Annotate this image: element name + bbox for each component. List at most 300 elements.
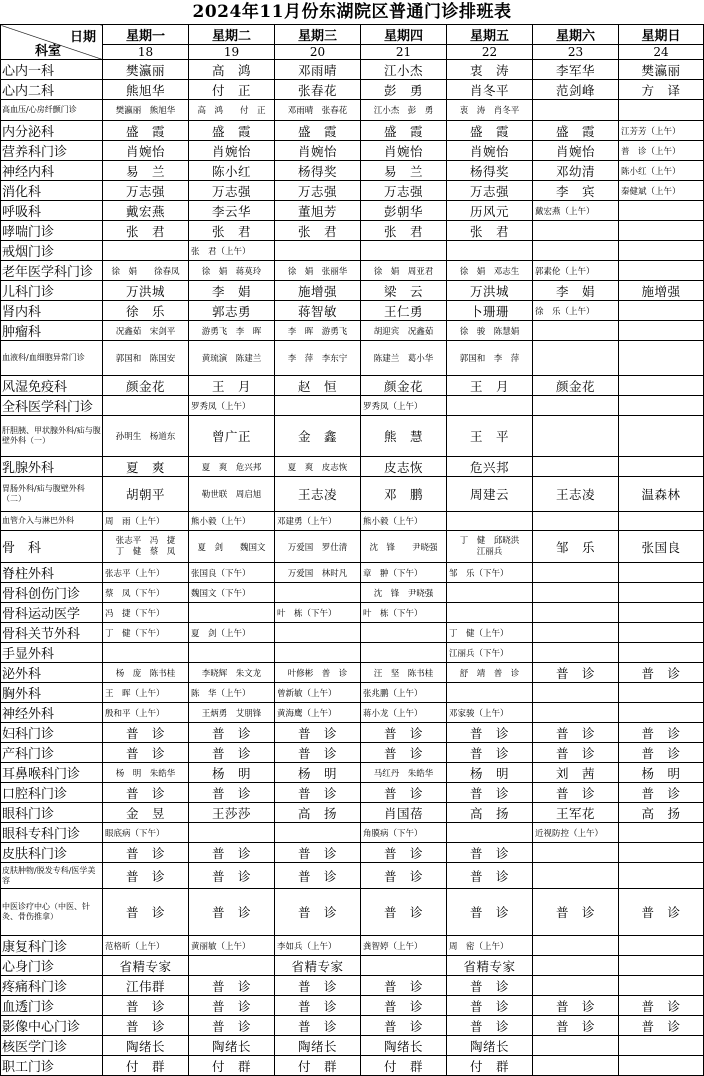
schedule-cell: 普 诊: [447, 996, 533, 1016]
table-row: [1, 477, 704, 512]
schedule-cell: 江芳芳（上午）: [619, 121, 704, 141]
schedule-cell: 孙明生 杨道东: [103, 416, 189, 457]
schedule-cell: 王志凌: [533, 477, 619, 512]
table-row: [1, 976, 704, 996]
dept-name-cell: 骨科创伤门诊: [1, 583, 103, 603]
schedule-cell: 张国良: [619, 531, 704, 563]
dept-name-cell: 胃肠外科/疝与腹壁外科（二）: [1, 477, 103, 512]
schedule-cell: [533, 1056, 619, 1076]
table-row: [1, 803, 704, 823]
schedule-cell: 颜金花: [103, 376, 189, 396]
schedule-cell: 普 诊: [275, 976, 361, 996]
schedule-cell: 付 群: [361, 1056, 447, 1076]
schedule-cell: [533, 341, 619, 376]
schedule-cell: 普 诊: [103, 843, 189, 863]
table-row: [1, 763, 704, 783]
schedule-cell: [619, 241, 704, 261]
schedule-cell: 杨 明: [189, 763, 275, 783]
schedule-cell: 丁 健（上午）: [447, 623, 533, 643]
schedule-cell: 周 密（上午）: [447, 936, 533, 956]
schedule-cell: 陶绪长: [103, 1036, 189, 1056]
table-row: [1, 663, 704, 683]
schedule-cell: 王 平: [447, 416, 533, 457]
table-row: [1, 823, 704, 843]
schedule-cell: 张志平 冯 捷 丁 健 蔡 凤: [103, 531, 189, 563]
schedule-cell: 万爱国 林时凡: [275, 563, 361, 583]
schedule-cell: 徐 乐（上午）: [533, 301, 619, 321]
schedule-cell: 肖婉怡: [447, 141, 533, 161]
schedule-cell: 舒 靖 普 诊: [447, 663, 533, 683]
schedule-cell: 施增强: [275, 281, 361, 301]
schedule-cell: 邓雨晴: [275, 60, 361, 80]
schedule-cell: 沈 锋 尹晓强: [361, 583, 447, 603]
table-row: [1, 783, 704, 803]
schedule-cell: [619, 416, 704, 457]
schedule-cell: 高 扬: [447, 803, 533, 823]
schedule-cell: 李 娟: [533, 281, 619, 301]
schedule-cell: [361, 956, 447, 976]
schedule-cell: [275, 823, 361, 843]
dept-name-cell: 血管介入与淋巴外科: [1, 512, 103, 531]
schedule-cell: 肖国蓓: [361, 803, 447, 823]
schedule-cell: 周建云: [447, 477, 533, 512]
schedule-cell: 普 诊: [361, 783, 447, 803]
dept-name-cell: 骨 科: [1, 531, 103, 563]
schedule-cell: 普 诊: [103, 743, 189, 763]
schedule-cell: 王军花: [533, 803, 619, 823]
schedule-cell: [619, 457, 704, 477]
schedule-cell: 普 诊: [447, 783, 533, 803]
table-row: [1, 261, 704, 281]
schedule-cell: 普 诊: [189, 976, 275, 996]
schedule-cell: 夏 爽 危兴邦: [189, 457, 275, 477]
table-row: [1, 723, 704, 743]
schedule-cell: 杨 明: [275, 763, 361, 783]
schedule-cell: [619, 603, 704, 623]
schedule-cell: [619, 201, 704, 221]
schedule-cell: 普 诊: [361, 889, 447, 936]
day-date: 24: [619, 45, 704, 60]
schedule-cell: 黄海鹰（上午）: [275, 703, 361, 723]
schedule-cell: 徐 骏 陈慧娟: [447, 321, 533, 341]
schedule-cell: 叶修彬 普 诊: [275, 663, 361, 683]
day-name: 星期六: [533, 25, 619, 45]
schedule-cell: 夏 爽 皮志恢: [275, 457, 361, 477]
table-row: [1, 1016, 704, 1036]
schedule-cell: [619, 643, 704, 663]
dept-name-cell: 风湿免疫科: [1, 376, 103, 396]
schedule-cell: 万志强: [189, 181, 275, 201]
schedule-cell: 李如兵（上午）: [275, 936, 361, 956]
schedule-cell: 普 诊: [533, 743, 619, 763]
schedule-cell: [533, 1036, 619, 1056]
schedule-cell: 沈 锋 尹晓强: [361, 531, 447, 563]
schedule-cell: 秦健斌（上午）: [619, 181, 704, 201]
schedule-cell: 衷 涛 肖冬平: [447, 100, 533, 121]
dept-name-cell: 耳鼻喉科门诊: [1, 763, 103, 783]
schedule-cell: 普 诊: [619, 996, 704, 1016]
schedule-cell: [619, 1056, 704, 1076]
schedule-cell: [533, 241, 619, 261]
schedule-cell: 普 诊: [361, 843, 447, 863]
schedule-cell: [533, 623, 619, 643]
schedule-cell: 徐 娟 张丽华: [275, 261, 361, 281]
schedule-cell: 盛 霞: [361, 121, 447, 141]
table-row: [1, 623, 704, 643]
schedule-cell: [103, 643, 189, 663]
schedule-cell: [275, 583, 361, 603]
schedule-cell: [533, 936, 619, 956]
schedule-cell: 普 诊: [275, 863, 361, 889]
schedule-cell: 普 诊: [103, 863, 189, 889]
schedule-cell: [533, 956, 619, 976]
schedule-cell: 张 君: [447, 221, 533, 241]
schedule-cell: 普 诊: [619, 663, 704, 683]
schedule-cell: 肖婉怡: [361, 141, 447, 161]
schedule-cell: 杨 庞 陈书桂: [103, 663, 189, 683]
dept-name-cell: 眼科门诊: [1, 803, 103, 823]
day-date: 19: [189, 45, 275, 60]
schedule-body: [1, 60, 704, 1076]
schedule-cell: 叶 栋（下午）: [361, 603, 447, 623]
schedule-cell: 郭国和 李 萍: [447, 341, 533, 376]
schedule-cell: 高 扬: [275, 803, 361, 823]
schedule-cell: [447, 683, 533, 703]
schedule-cell: 方 译: [619, 80, 704, 100]
dept-name-cell: 内分泌科: [1, 121, 103, 141]
schedule-cell: [533, 603, 619, 623]
schedule-cell: 易 兰: [361, 161, 447, 181]
day-date: 18: [103, 45, 189, 60]
schedule-cell: 赵 恒: [275, 376, 361, 396]
schedule-cell: 彭朝华: [361, 201, 447, 221]
table-row: [1, 512, 704, 531]
schedule-cell: 游勇飞 李 晖: [189, 321, 275, 341]
table-row: [1, 1056, 704, 1076]
schedule-cell: [619, 100, 704, 121]
day-date: 20: [275, 45, 361, 60]
schedule-cell: 普 诊（上午）: [619, 141, 704, 161]
schedule-cell: 马红丹 朱皓华: [361, 763, 447, 783]
schedule-cell: 王仁勇: [361, 301, 447, 321]
schedule-cell: 普 诊: [275, 843, 361, 863]
schedule-cell: 普 诊: [275, 783, 361, 803]
schedule-cell: [189, 643, 275, 663]
table-row: [1, 281, 704, 301]
schedule-cell: 杨 明: [619, 763, 704, 783]
schedule-cell: 范剑峰: [533, 80, 619, 100]
schedule-cell: [619, 321, 704, 341]
schedule-cell: 董旭芳: [275, 201, 361, 221]
schedule-cell: 易 兰: [103, 161, 189, 181]
schedule-cell: 普 诊: [103, 783, 189, 803]
dept-name-cell: 泌外科: [1, 663, 103, 683]
schedule-cell: 曾广正: [189, 416, 275, 457]
schedule-cell: 周 雨（上午）: [103, 512, 189, 531]
schedule-cell: 徐 娟 邓志生: [447, 261, 533, 281]
schedule-cell: 罗秀凤（上午）: [189, 396, 275, 416]
schedule-cell: 普 诊: [447, 889, 533, 936]
day-date: 22: [447, 45, 533, 60]
table-row: [1, 221, 704, 241]
schedule-cell: 江伟群: [103, 976, 189, 996]
schedule-cell: 眼底病（下午）: [103, 823, 189, 843]
schedule-cell: [619, 583, 704, 603]
dept-name-cell: 心身门诊: [1, 956, 103, 976]
schedule-cell: [619, 843, 704, 863]
schedule-cell: 普 诊: [189, 1016, 275, 1036]
schedule-cell: 普 诊: [361, 996, 447, 1016]
table-row: [1, 683, 704, 703]
schedule-cell: [533, 512, 619, 531]
schedule-cell: 张 君: [103, 221, 189, 241]
schedule-cell: 陶绪长: [447, 1036, 533, 1056]
dept-name-cell: 胸外科: [1, 683, 103, 703]
table-row: [1, 321, 704, 341]
dept-name-cell: 肾内科: [1, 301, 103, 321]
schedule-cell: 杨得奖: [275, 161, 361, 181]
table-row: [1, 201, 704, 221]
schedule-cell: 普 诊: [619, 723, 704, 743]
dept-name-cell: 全科医学科门诊: [1, 396, 103, 416]
dept-name-cell: 影像中心门诊: [1, 1016, 103, 1036]
dept-name-cell: 戒烟门诊: [1, 241, 103, 261]
schedule-cell: 历风元: [447, 201, 533, 221]
schedule-cell: [447, 583, 533, 603]
day-name: 星期一: [103, 25, 189, 45]
table-row: [1, 583, 704, 603]
schedule-cell: 夏 剑 魏国文: [189, 531, 275, 563]
schedule-cell: 付 正: [189, 80, 275, 100]
schedule-cell: 邹 乐（下午）: [447, 563, 533, 583]
schedule-cell: [533, 683, 619, 703]
dept-name-cell: 高血压/心房纤颤门诊: [1, 100, 103, 121]
schedule-cell: 徐 娟 徐春凤: [103, 261, 189, 281]
table-row: [1, 843, 704, 863]
schedule-cell: 万志强: [447, 181, 533, 201]
schedule-cell: 近视防控（上午）: [533, 823, 619, 843]
day-name: 星期四: [361, 25, 447, 45]
page-title: 2024年11月份东湖院区普通门诊排班表: [192, 2, 512, 22]
schedule-cell: 蒋小龙（上午）: [361, 703, 447, 723]
schedule-cell: 盛 霞: [533, 121, 619, 141]
dept-name-cell: 血透门诊: [1, 996, 103, 1016]
schedule-cell: 胡迎宾 况鑫茹: [361, 321, 447, 341]
table-row: [1, 416, 704, 457]
schedule-cell: 勒世联 周启旭: [189, 477, 275, 512]
schedule-cell: 普 诊: [533, 723, 619, 743]
schedule-cell: 陶绪长: [189, 1036, 275, 1056]
schedule-cell: [619, 563, 704, 583]
schedule-cell: [533, 416, 619, 457]
day-name: 星期三: [275, 25, 361, 45]
schedule-cell: 普 诊: [447, 843, 533, 863]
schedule-cell: 王 晖（上午）: [103, 683, 189, 703]
schedule-cell: 汪 坚 陈书桂: [361, 663, 447, 683]
day-name: 星期二: [189, 25, 275, 45]
schedule-cell: 王炳勇 艾朋锋: [189, 703, 275, 723]
schedule-cell: [533, 843, 619, 863]
schedule-cell: 普 诊: [619, 743, 704, 763]
schedule-cell: 王 月: [189, 376, 275, 396]
schedule-cell: [533, 583, 619, 603]
schedule-cell: 普 诊: [447, 1016, 533, 1036]
dept-label: 科室: [35, 44, 62, 59]
dept-name-cell: 疼痛科门诊: [1, 976, 103, 996]
schedule-cell: [533, 863, 619, 889]
schedule-cell: [619, 823, 704, 843]
schedule-cell: 普 诊: [189, 889, 275, 936]
schedule-cell: 郭志勇: [189, 301, 275, 321]
schedule-cell: 刘 茜: [533, 763, 619, 783]
dept-name-cell: 神经内科: [1, 161, 103, 181]
schedule-cell: [275, 396, 361, 416]
schedule-cell: [619, 623, 704, 643]
schedule-cell: 邓家骏（上午）: [447, 703, 533, 723]
table-row: [1, 889, 704, 936]
schedule-cell: 肖婉怡: [189, 141, 275, 161]
dept-name-cell: 心内二科: [1, 80, 103, 100]
schedule-cell: 付 群: [275, 1056, 361, 1076]
schedule-cell: 郭素伦（上午）: [533, 261, 619, 281]
schedule-cell: 肖婉怡: [103, 141, 189, 161]
schedule-cell: 卜珊珊: [447, 301, 533, 321]
dept-name-cell: 儿科门诊: [1, 281, 103, 301]
dept-name-cell: 核医学门诊: [1, 1036, 103, 1056]
schedule-cell: 普 诊: [189, 783, 275, 803]
dept-name-cell: 肝胆胰、甲状腺外科/疝与腹壁外科（一）: [1, 416, 103, 457]
schedule-cell: 李晓辉 朱文龙: [189, 663, 275, 683]
schedule-cell: 危兴邦: [447, 457, 533, 477]
schedule-cell: 普 诊: [275, 1016, 361, 1036]
dept-name-cell: 皮肤肿物/脱发专科/医学美容: [1, 863, 103, 889]
schedule-cell: 蔡 凤（下午）: [103, 583, 189, 603]
schedule-cell: [103, 241, 189, 261]
header-corner-cell: [1, 25, 103, 60]
schedule-cell: 李 晖 游勇飞: [275, 321, 361, 341]
table-row: [1, 181, 704, 201]
dept-name-cell: 妇科门诊: [1, 723, 103, 743]
schedule-cell: 熊旭华: [103, 80, 189, 100]
schedule-cell: 万洪城: [103, 281, 189, 301]
dept-name-cell: 口腔科门诊: [1, 783, 103, 803]
schedule-cell: [189, 603, 275, 623]
table-row: [1, 996, 704, 1016]
table-row: [1, 80, 704, 100]
dept-name-cell: 肿瘤科: [1, 321, 103, 341]
schedule-cell: 陶绪长: [275, 1036, 361, 1056]
table-row: [1, 956, 704, 976]
schedule-cell: [619, 261, 704, 281]
schedule-cell: 彭 勇: [361, 80, 447, 100]
schedule-cell: 张志平（上午）: [103, 563, 189, 583]
table-row: [1, 703, 704, 723]
schedule-cell: 普 诊: [361, 723, 447, 743]
schedule-cell: 万洪城: [447, 281, 533, 301]
schedule-cell: 万志强: [103, 181, 189, 201]
dept-name-cell: 骨科关节外科: [1, 623, 103, 643]
schedule-cell: 普 诊: [275, 996, 361, 1016]
schedule-cell: [275, 241, 361, 261]
table-row: [1, 457, 704, 477]
schedule-cell: 普 诊: [533, 996, 619, 1016]
dept-name-cell: 眼科专科门诊: [1, 823, 103, 843]
schedule-cell: 李 宾: [533, 181, 619, 201]
schedule-cell: 王志凌: [275, 477, 361, 512]
table-row: [1, 121, 704, 141]
table-row: [1, 141, 704, 161]
schedule-cell: 省精专家: [447, 956, 533, 976]
schedule-cell: 普 诊: [103, 1016, 189, 1036]
schedule-cell: 张国良（下午）: [189, 563, 275, 583]
schedule-cell: 江小杰: [361, 60, 447, 80]
schedule-cell: 衷 涛: [447, 60, 533, 80]
schedule-cell: 普 诊: [275, 743, 361, 763]
schedule-cell: [619, 936, 704, 956]
schedule-cell: 肖婉怡: [275, 141, 361, 161]
schedule-cell: [533, 643, 619, 663]
table-row: [1, 376, 704, 396]
schedule-cell: 李军华: [533, 60, 619, 80]
schedule-cell: 王 月: [447, 376, 533, 396]
schedule-cell: [189, 823, 275, 843]
schedule-cell: 王莎莎: [189, 803, 275, 823]
schedule-cell: [619, 863, 704, 889]
schedule-cell: 龚智婷（上午）: [361, 936, 447, 956]
schedule-cell: 杨 明 朱皓华: [103, 763, 189, 783]
schedule-cell: 张 君: [189, 221, 275, 241]
schedule-cell: 普 诊: [189, 863, 275, 889]
schedule-cell: [533, 703, 619, 723]
schedule-cell: 普 诊: [275, 889, 361, 936]
schedule-cell: 陈 华（上午）: [189, 683, 275, 703]
schedule-cell: 盛 霞: [103, 121, 189, 141]
schedule-cell: 颜金花: [361, 376, 447, 396]
table-row: [1, 743, 704, 763]
schedule-cell: 罗秀凤（上午）: [361, 396, 447, 416]
schedule-cell: 江丽兵（下午）: [447, 643, 533, 663]
schedule-cell: 熊 慧: [361, 416, 447, 457]
schedule-cell: 普 诊: [189, 843, 275, 863]
table-row: [1, 863, 704, 889]
schedule-cell: [619, 512, 704, 531]
schedule-cell: 盛 霞: [275, 121, 361, 141]
schedule-cell: 李 娟: [189, 281, 275, 301]
schedule-cell: 张 君: [275, 221, 361, 241]
dept-name-cell: 乳腺外科: [1, 457, 103, 477]
schedule-cell: 胡朝平: [103, 477, 189, 512]
schedule-cell: 普 诊: [533, 1016, 619, 1036]
schedule-cell: [533, 976, 619, 996]
table-row: [1, 396, 704, 416]
schedule-cell: 付 群: [103, 1056, 189, 1076]
schedule-cell: 普 诊: [103, 996, 189, 1016]
schedule-cell: [533, 100, 619, 121]
table-row: [1, 161, 704, 181]
schedule-cell: 杨 明: [447, 763, 533, 783]
schedule-cell: 张 君: [361, 221, 447, 241]
schedule-cell: [103, 396, 189, 416]
schedule-cell: [619, 341, 704, 376]
schedule-cell: 普 诊: [361, 863, 447, 889]
schedule-cell: 张 君（上午）: [189, 241, 275, 261]
schedule-cell: 杨得奖: [447, 161, 533, 181]
schedule-cell: [619, 396, 704, 416]
schedule-cell: 梁 云: [361, 281, 447, 301]
schedule-cell: [361, 643, 447, 663]
schedule-cell: 普 诊: [447, 863, 533, 889]
schedule-cell: 普 诊: [619, 889, 704, 936]
